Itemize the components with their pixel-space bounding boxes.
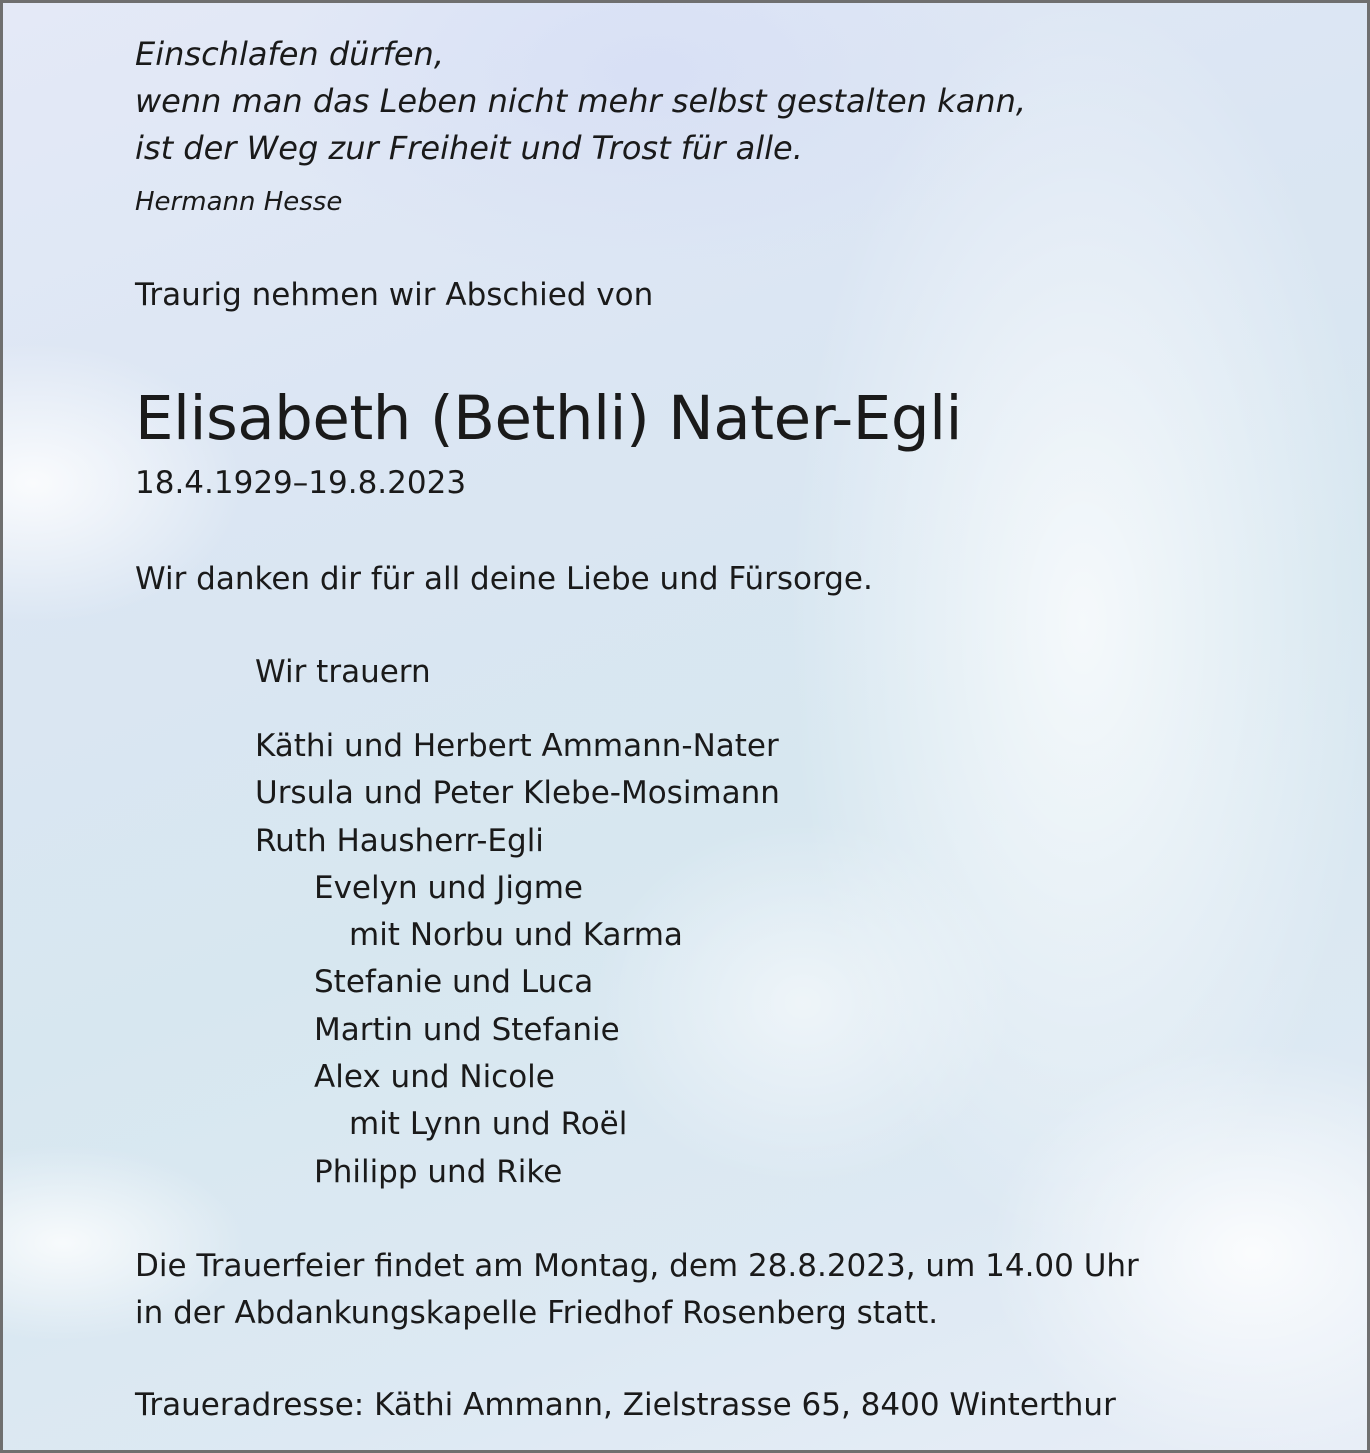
quote-line-1: Einschlafen dürfen, — [135, 35, 444, 73]
mourner-entry: mit Lynn und Roël — [349, 1106, 628, 1143]
mourner-entry: Stefanie und Luca — [314, 964, 594, 1001]
thanks-text: Wir danken dir für all deine Liebe und Fürsorge. — [135, 561, 873, 597]
mourning-address: Traueradresse: Käthi Ammann, Zielstrasse 65, 8400 Winterthur — [135, 1387, 1116, 1423]
life-dates: 18.4.1929–19.8.2023 — [135, 465, 467, 501]
mourner-entry: mit Norbu und Karma — [349, 917, 683, 954]
quote-line-3: ist der Weg zur Freiheit und Trost für alle. — [135, 129, 803, 167]
mourner-entry: Ursula und Peter Klebe-Mosimann — [255, 775, 780, 812]
ceremony-line-1: Die Trauerfeier findet am Montag, dem 28.8.2023, um 14.00 Uhr — [135, 1248, 1139, 1284]
mourner-entry: Alex und Nicole — [314, 1059, 555, 1096]
intro-text: Traurig nehmen wir Abschied von — [135, 277, 654, 313]
mourner-entry: Philipp und Rike — [314, 1153, 563, 1190]
mourner-entry: Käthi und Herbert Ammann-Nater — [255, 728, 779, 764]
quote-author: Hermann Hesse — [135, 187, 343, 217]
mourner-entry: Martin und Stefanie — [314, 1011, 620, 1048]
quote-line-2: wenn man das Leben nicht mehr selbst gestalten kann, — [135, 82, 1027, 120]
mourner-entry: Ruth Hausherr-Egli — [255, 822, 544, 859]
mourners-heading: Wir trauern — [255, 654, 431, 690]
deceased-name: Elisabeth (Bethli) Nater-Egli — [135, 383, 962, 454]
ceremony-line-2: in der Abdankungskapelle Friedhof Rosenberg statt. — [135, 1295, 939, 1331]
mourner-entry: Evelyn und Jigme — [314, 869, 583, 906]
mourners-list — [255, 723, 780, 1196]
